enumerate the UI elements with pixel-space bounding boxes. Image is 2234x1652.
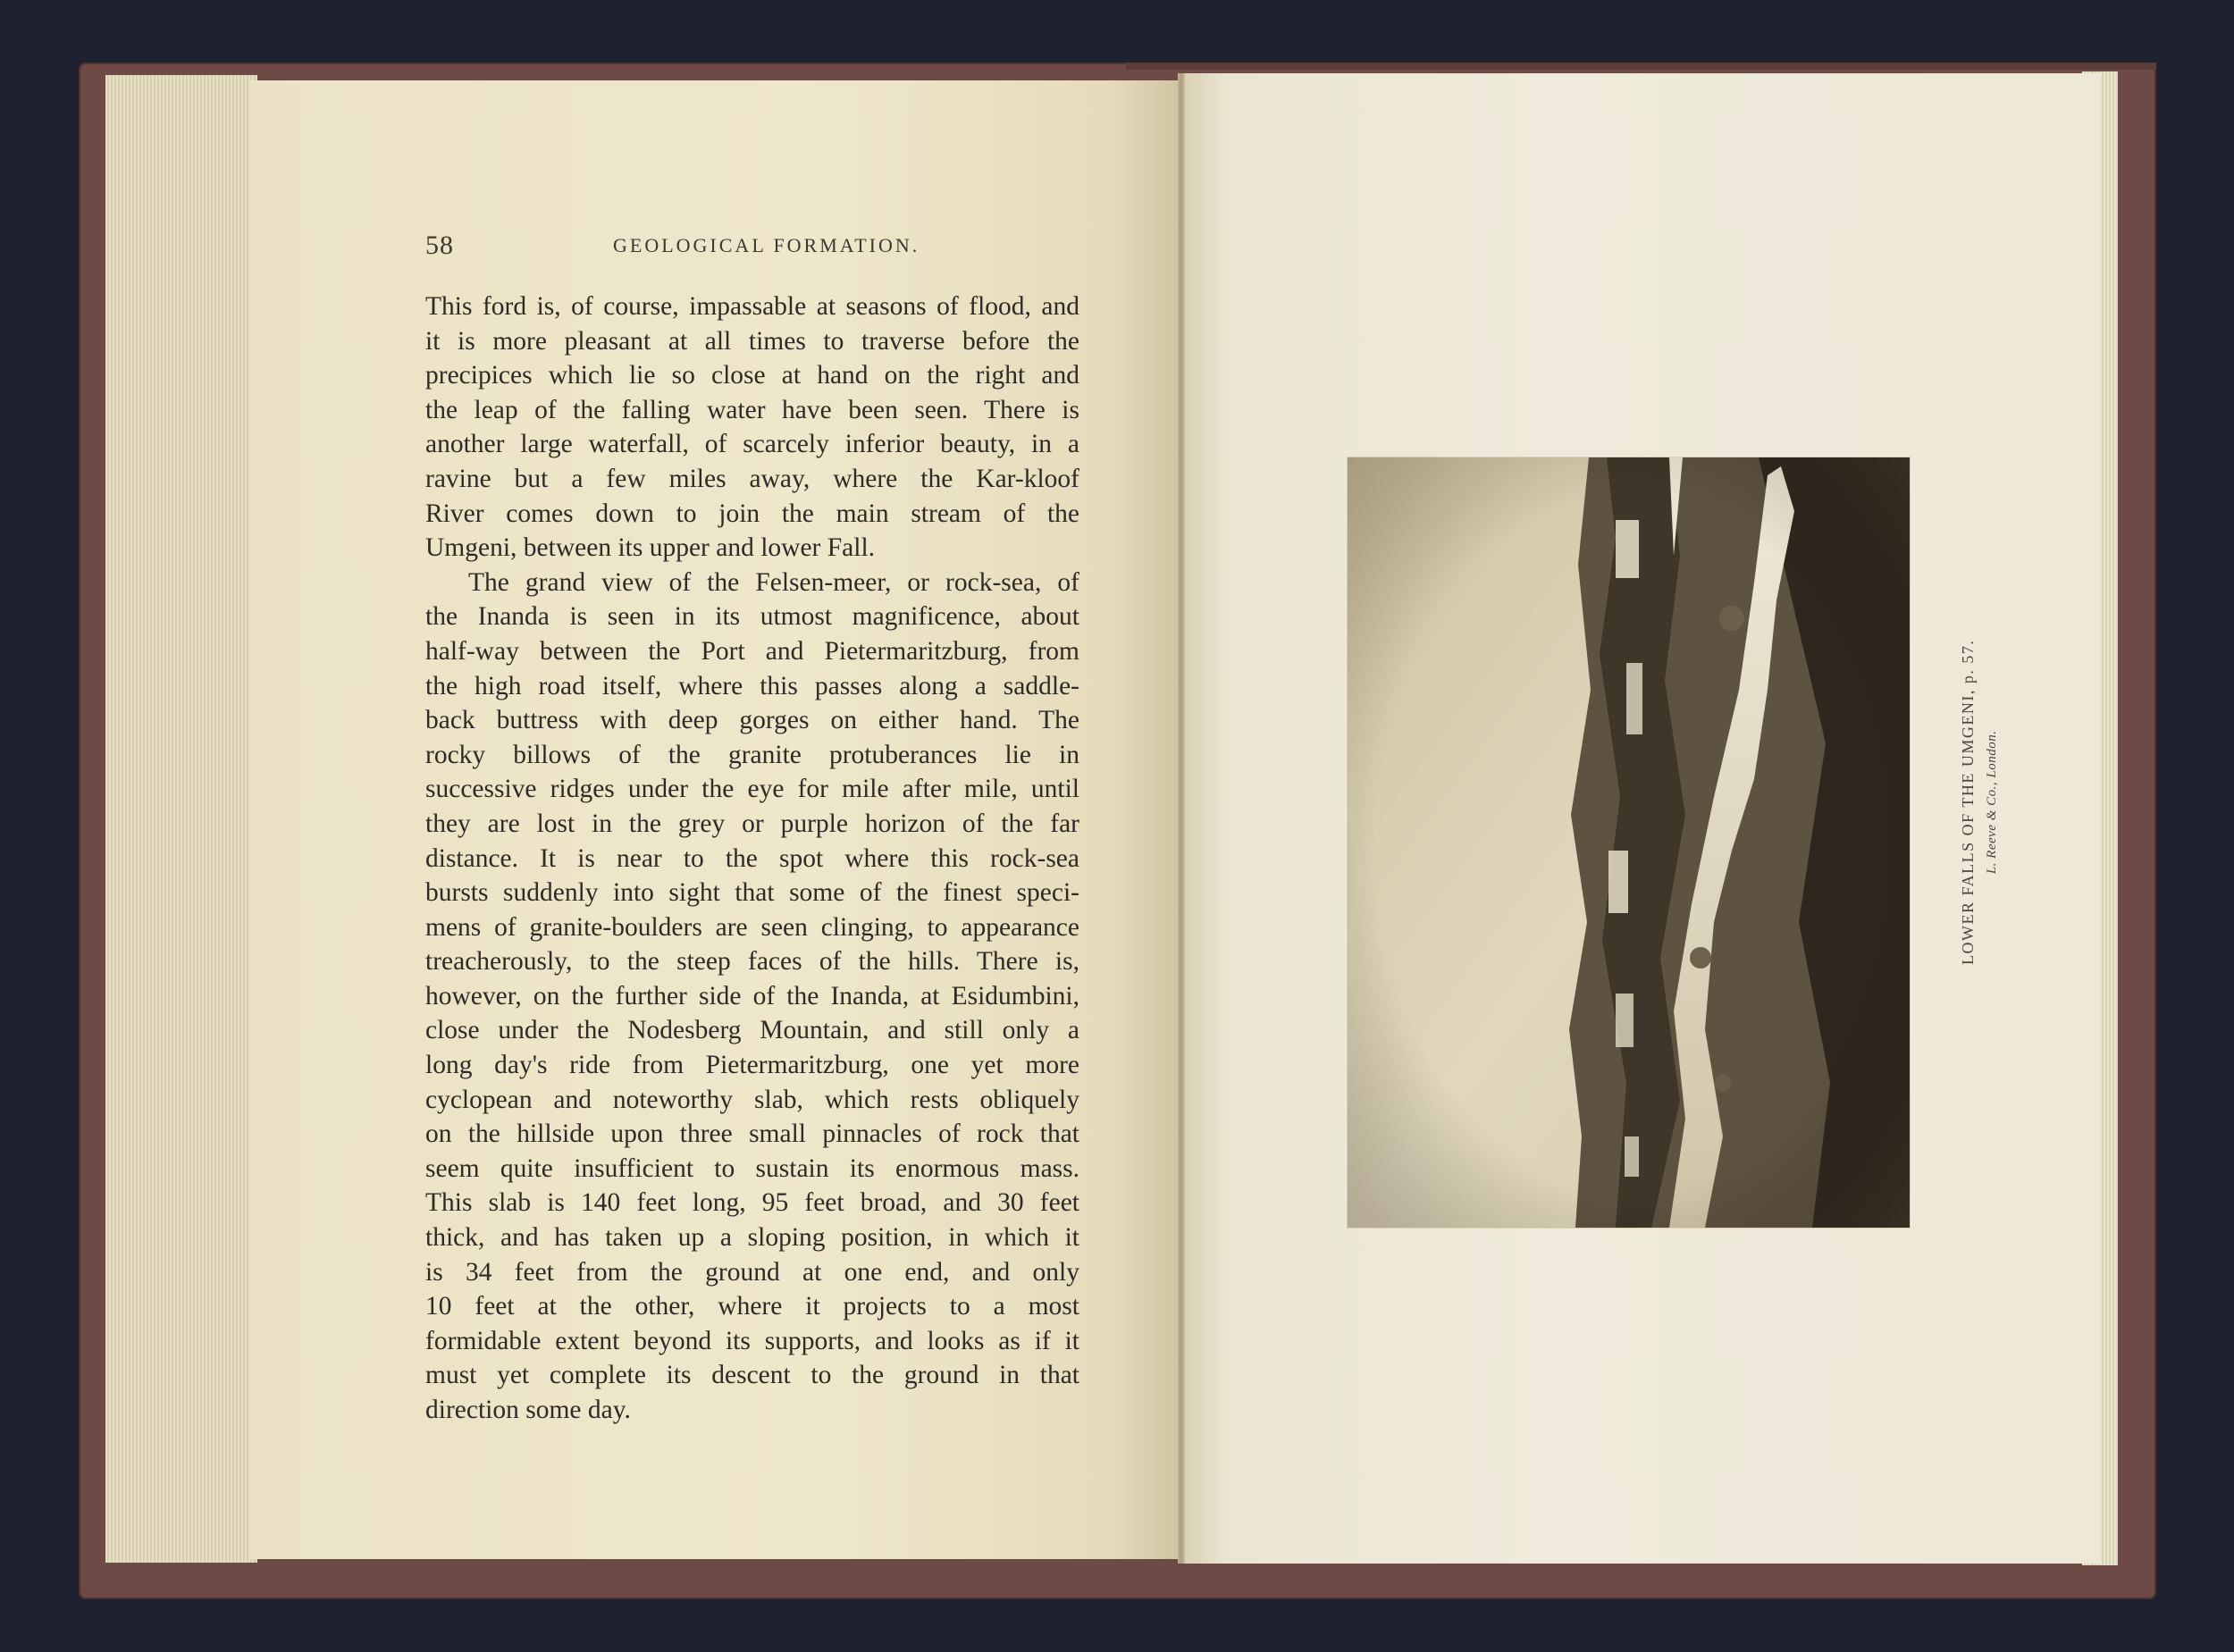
cover-edge-shadow	[1126, 63, 2156, 70]
text-line: rocky billows of the granite protuberances lie in	[425, 740, 1079, 769]
text-line: River comes down to join the main stream of the	[425, 499, 1079, 528]
book-gutter	[1178, 73, 1185, 1564]
running-head	[425, 231, 1069, 266]
running-head-title: GEOLOGICAL FORMATION.	[613, 234, 920, 256]
text-line: another large waterfall, of scarcely inferior beauty, in a	[425, 430, 1079, 459]
text-line: This ford is, of course, impassable at seasons of flood, and	[425, 292, 1079, 321]
text-line: direction some day.	[425, 1396, 631, 1424]
text-line: distance. It is near to the spot where this rock-sea	[425, 843, 1079, 873]
text-line: the leap of the falling water have been seen. There is	[425, 395, 1079, 424]
caption-publisher: L. Reeve & Co., London.	[1985, 730, 1999, 875]
text-line: precipices which lie so close at hand on the right and	[425, 361, 1079, 390]
text-line: This slab is 140 feet long, 95 feet broad, and 30 feet	[425, 1188, 1079, 1218]
left-page-edges	[105, 75, 257, 1563]
text-line: mens of granite-boulders are seen clinging, to appearance	[425, 912, 1079, 942]
page-number: 58	[425, 231, 454, 260]
text-line: however, on the further side of the Inanda, at Esidumbini,	[425, 981, 1079, 1010]
text-line: the high road itself, where this passes along a saddle-	[425, 671, 1079, 700]
text-line: must yet complete its descent to the ground in that	[425, 1361, 1079, 1390]
text-line: half-way between the Port and Pietermaritzburg, from	[425, 636, 1079, 666]
text-line: Umgeni, between its upper and lower Fall.	[425, 533, 876, 563]
text-line: 10 feet at the other, where it projects to a most	[425, 1292, 1079, 1321]
text-line: The grand view of the Felsen-meer, or rock-sea, of	[468, 567, 1079, 597]
text-line: successive ridges under the eye for mile after mile, until	[425, 775, 1079, 804]
body-text	[425, 289, 1079, 1428]
text-line: they are lost in the grey or purple horizon of the far	[425, 809, 1079, 838]
text-line: on the hillside upon three small pinnacles of rock that	[425, 1120, 1079, 1149]
text-line: ravine but a few miles away, where the Kar-kloof	[425, 464, 1079, 493]
text-line: is 34 feet from the ground at one end, and only	[425, 1257, 1079, 1287]
text-line: seem quite insufficient to sustain its enormous mass.	[425, 1153, 1079, 1183]
text-line: cyclopean and noteworthy slab, which rests obliquely	[425, 1085, 1079, 1114]
waterfall-photograph	[1348, 457, 1910, 1228]
text-line: bursts suddenly into sight that some of the finest speci-	[425, 878, 1079, 908]
text-line: back buttress with deep gorges on either hand. The	[425, 706, 1079, 735]
text-line: close under the Nodesberg Mountain, and still only a	[425, 1016, 1079, 1045]
waterfall-photo-image	[1348, 457, 1910, 1228]
text-line: the Inanda is seen in its utmost magnificence, about	[425, 602, 1079, 632]
text-line: it is more pleasant at all times to traverse before the	[425, 326, 1079, 356]
text-line: treacherously, to the steep faces of the hills. There is,	[425, 947, 1079, 977]
text-line: thick, and has taken up a sloping position, in which it	[425, 1223, 1079, 1253]
text-line: formidable extent beyond its supports, and looks as if it	[425, 1326, 1079, 1355]
caption-title: LOWER FALLS OF THE UMGENI, p. 57.	[1959, 639, 1977, 965]
text-line: long day's ride from Pietermaritzburg, one yet more	[425, 1051, 1079, 1080]
